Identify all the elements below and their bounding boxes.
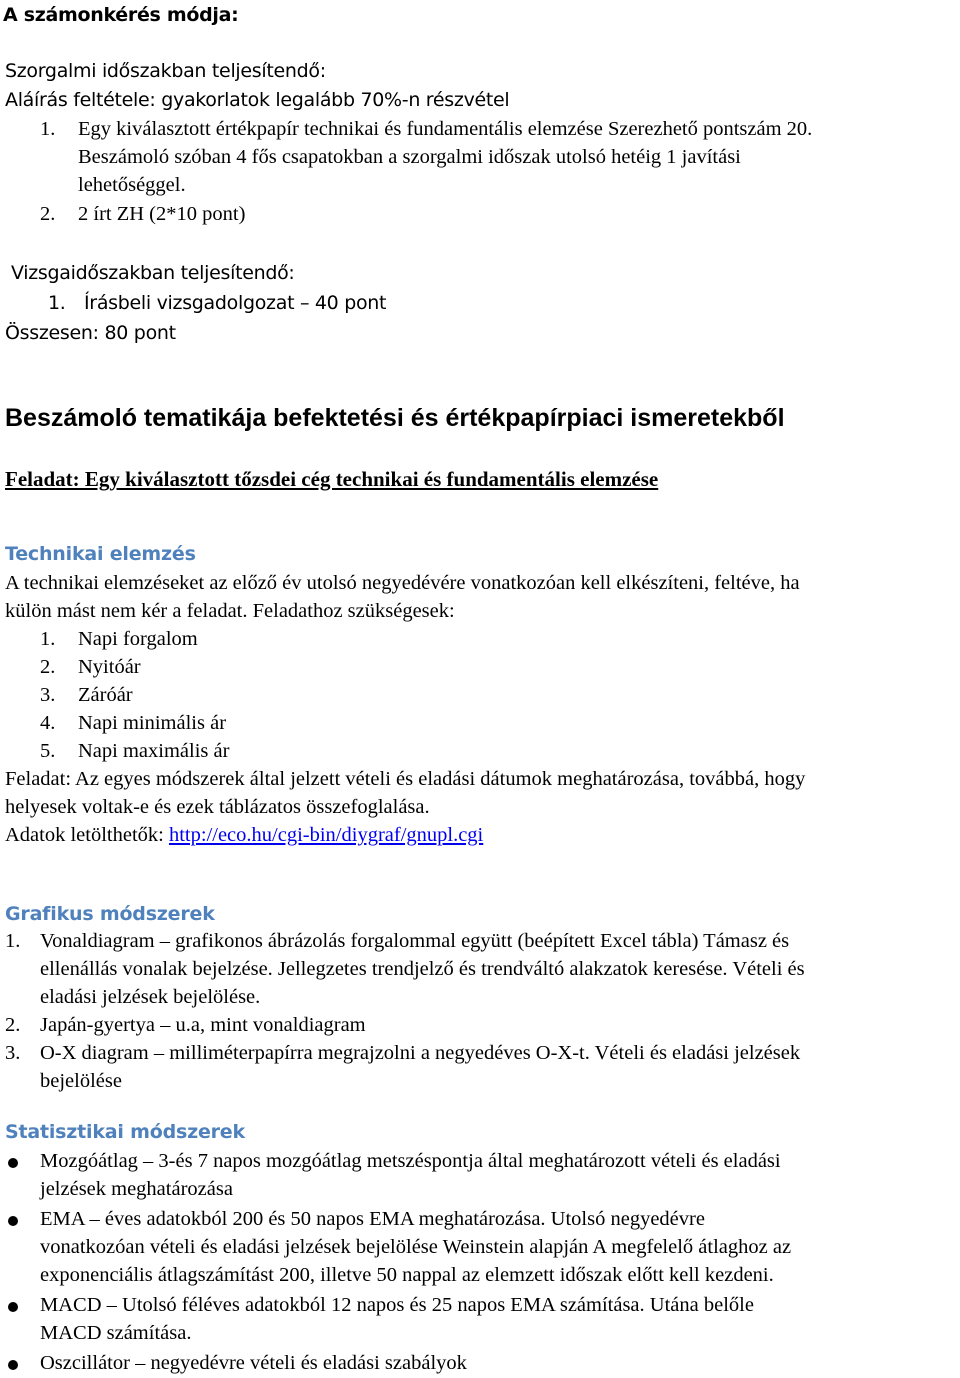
data-item-4: Napi minimális ár — [78, 712, 227, 734]
term-item-2-num: 2. — [40, 203, 56, 225]
graphic-heading: Grafikus módszerek — [5, 903, 215, 925]
graphic-item-2-line-1: Japán-gyertya – u.a, mint vonaldiagram — [40, 1014, 366, 1036]
main-title: Beszámoló tematikája befektetési és értékpapírpiaci ismeretekből — [5, 404, 785, 432]
bullet-icon — [8, 1360, 18, 1370]
term-item-2-line-1: 2 írt ZH (2*10 pont) — [78, 203, 246, 225]
technical-task-line-2: helyesek voltak-e és ezek táblázatos összefoglalása. — [5, 796, 430, 818]
stat-item-4-line-1: Oszcillátor – negyedévre vételi és eladási szabályok — [40, 1352, 467, 1374]
graphic-item-3-line-2: bejelölése — [40, 1070, 122, 1092]
graphic-item-2-num: 2. — [5, 1014, 21, 1036]
exam-item-num: 1. — [48, 292, 66, 314]
statistical-heading: Statisztikai módszerek — [5, 1121, 245, 1143]
stat-item-2-line-3: exponenciális átlagszámítást 200, illetve 50 nappal az elemzett időszak előtt kell kezdeni. — [40, 1264, 774, 1286]
section-title: A számonkérés módja: — [3, 4, 239, 26]
stat-item-3-line-2: MACD számítása. — [40, 1322, 192, 1344]
technical-task-line-1: Feladat: Az egyes módszerek által jelzett vételi és eladási dátumok meghatározása, továbbá, hogy — [5, 768, 806, 790]
data-item-2-num: 2. — [40, 656, 56, 678]
bullet-icon — [8, 1158, 18, 1168]
download-line — [5, 824, 483, 847]
download-label: Adatok letölthetők: — [5, 824, 169, 846]
graphic-item-3-line-1: O-X diagram – milliméterpapírra megrajzolni a negyedéves O-X-t. Vételi és eladási jelzések — [40, 1042, 801, 1064]
stat-item-1-line-1: Mozgóátlag – 3-és 7 napos mozgóátlag metszéspontja által meghatározott vételi és eladási — [40, 1150, 781, 1172]
data-item-1-num: 1. — [40, 628, 56, 650]
technical-para-line-1: A technikai elemzéseket az előző év utolsó negyedévére vonatkozóan kell elkészíteni, feltéve, ha — [5, 572, 800, 594]
bullet-icon — [8, 1216, 18, 1226]
term-item-1-line-3: lehetőséggel. — [78, 174, 186, 196]
stat-item-2-line-1: EMA – éves adatokból 200 és 50 napos EMA meghatározása. Utolsó negyedévre — [40, 1208, 705, 1230]
exam-item-text: Írásbeli vizsgadolgozat – 40 pont — [84, 292, 387, 314]
graphic-item-1-line-2: ellenállás vonalak bejelzése. Jellegzetes trendjelző és trendváltó alakzatok keresése. Vételi és — [40, 958, 805, 980]
signature-condition: Aláírás feltétele: gyakorlatok legalább 70%-n részvétel — [5, 89, 510, 111]
data-item-1: Napi forgalom — [78, 628, 198, 650]
term-heading: Szorgalmi időszakban teljesítendő: — [5, 60, 326, 82]
term-item-1-line-2: Beszámoló szóban 4 fős csapatokban a szorgalmi időszak utolsó hetéig 1 javítási — [78, 146, 741, 168]
data-item-2: Nyitóár — [78, 656, 141, 678]
stat-item-3-line-1: MACD – Utolsó féléves adatokból 12 napos és 25 napos EMA számítása. Utána belőle — [40, 1294, 754, 1316]
graphic-item-3-num: 3. — [5, 1042, 21, 1064]
data-item-3: Záróár — [78, 684, 133, 706]
stat-item-1-line-2: jelzések meghatározása — [40, 1178, 233, 1200]
data-item-5: Napi maximális ár — [78, 740, 230, 762]
graphic-item-1-line-3: eladási jelzések bejelölése. — [40, 986, 261, 1008]
graphic-item-1-line-1: Vonaldiagram – grafikonos ábrázolás forgalommal együtt (beépített Excel tábla) Támasz és — [40, 930, 790, 952]
technical-heading: Technikai elemzés — [5, 543, 196, 565]
term-item-1-num: 1. — [40, 118, 56, 140]
bullet-icon — [8, 1302, 18, 1312]
term-item-1-line-1: Egy kiválasztott értékpapír technikai és fundamentális elemzése Szerezhető pontszám 20. — [78, 118, 813, 140]
data-item-4-num: 4. — [40, 712, 56, 734]
exam-heading: Vizsgaidőszakban teljesítendő: — [11, 262, 295, 284]
stat-item-2-line-2: vonatkozóan vételi és eladási jelzések bejelölése Weinstein alapján A megfelelő átlaghoz az — [40, 1236, 792, 1258]
technical-para-line-2: külön mást nem kér a feladat. Feladathoz szükségesek: — [5, 600, 455, 622]
task-title: Feladat: Egy kiválasztott tőzsdei cég technikai és fundamentális elemzése — [5, 467, 659, 491]
total-points: Összesen: 80 pont — [5, 322, 176, 344]
data-item-3-num: 3. — [40, 684, 56, 706]
graphic-item-1-num: 1. — [5, 930, 21, 952]
data-item-5-num: 5. — [40, 740, 56, 762]
download-link[interactable]: http://eco.hu/cgi-bin/diygraf/gnupl.cgi — [168, 824, 484, 846]
